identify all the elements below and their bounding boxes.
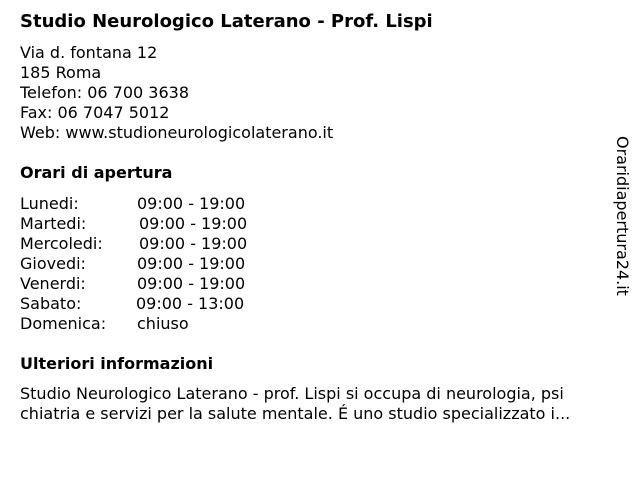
time-value: 09:00 - 19:00 [139,234,248,253]
opening-hours-heading: Orari di apertura [20,163,173,182]
time-value: 09:00 - 19:00 [139,214,248,233]
site-brand-vertical: Oraridiapertura24.it [613,136,632,296]
time-value: 09:00 - 19:00 [137,274,246,293]
description-line: Studio Neurologico Laterano - prof. Lispi si occupa di neurologia, psi [20,384,564,403]
day-label: Sabato: [20,294,82,313]
day-label: Lunedi: [20,194,79,213]
time-value: 09:00 - 13:00 [136,294,245,313]
description-line: chiatria e servizi per la salute mentale. É uno studio specializzato i... [20,404,571,423]
day-label: Martedi: [20,214,87,233]
fax-number: Fax: 06 7047 5012 [20,103,170,122]
day-label: Mercoledi: [20,234,103,253]
description [20,384,620,424]
time-value: chiuso [137,314,189,333]
time-value: 09:00 - 19:00 [137,254,246,273]
time-value: 09:00 - 19:00 [137,194,246,213]
day-label: Venerdi: [20,274,86,293]
more-info-heading: Ulteriori informazioni [20,354,214,373]
page-title: Studio Neurologico Laterano - Prof. Lispi [20,11,433,32]
day-label: Domenica: [20,314,107,333]
day-label: Giovedi: [20,254,86,273]
phone-number: Telefon: 06 700 3638 [20,83,190,102]
address-city: 185 Roma [20,63,102,82]
website-link[interactable]: Web: www.studioneurologicolaterano.it [20,123,334,142]
address-street: Via d. fontana 12 [20,43,158,62]
